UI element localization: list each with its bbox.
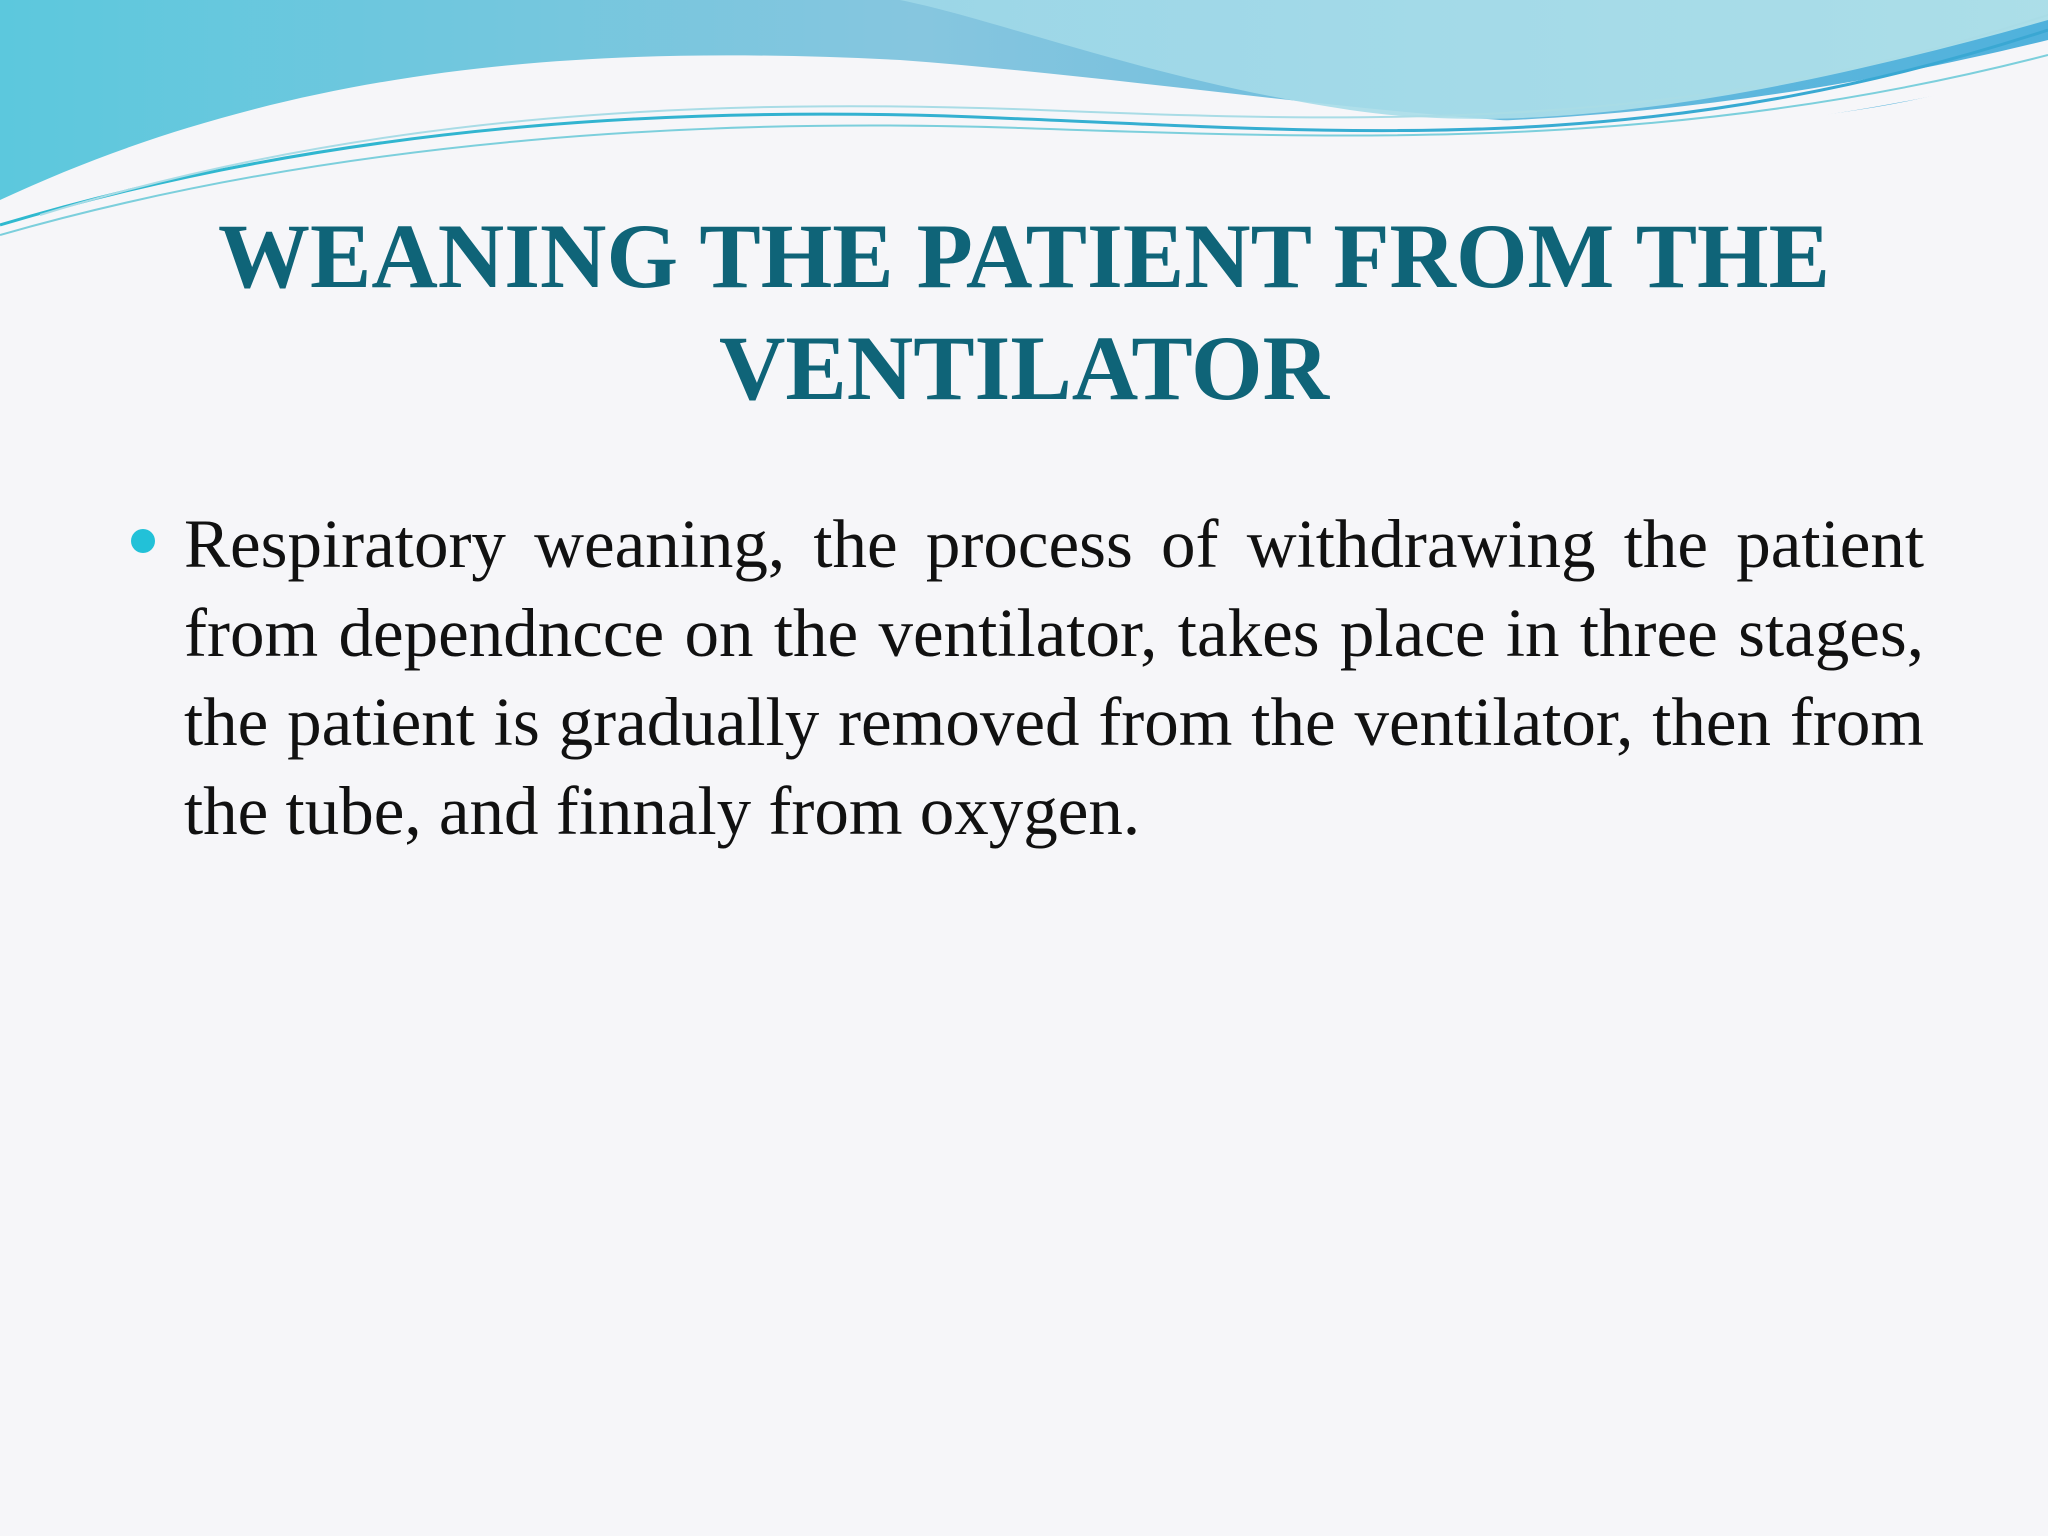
bullet-text: Respiratory weaning, the process of withdrawing the patient from dependncce on the ventilator, takes place in three stages, the patient is gradually removed from the ventilator, then from the tube, and finnaly from oxygen. xyxy=(184,506,1924,849)
slide-body xyxy=(184,500,1924,856)
bullet-item xyxy=(184,500,1924,856)
slide-title xyxy=(0,200,2048,424)
slide-title-line-1: WEANING THE PATIENT FROM THE xyxy=(218,205,1830,307)
slide-title-line-2: VENTILATOR xyxy=(718,317,1330,419)
bullet-dot-icon xyxy=(131,529,155,553)
